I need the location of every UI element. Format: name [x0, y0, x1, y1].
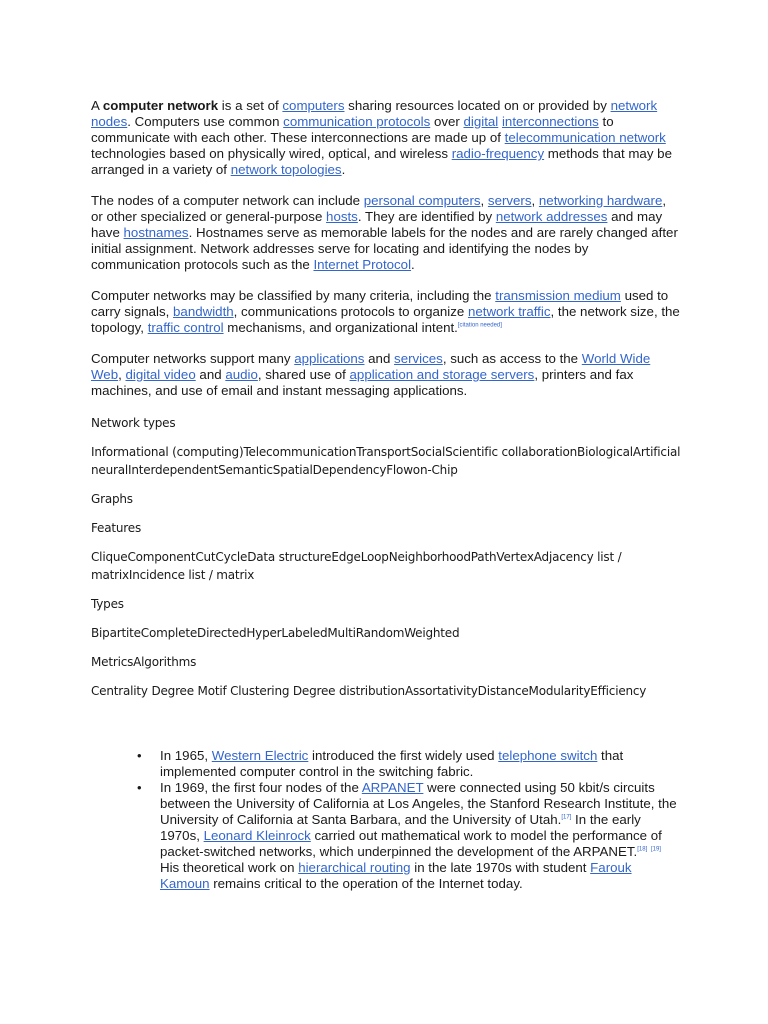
text: The nodes of a computer network can include: [91, 193, 364, 208]
text: . Computers use common: [127, 114, 284, 129]
text: over: [430, 114, 464, 129]
text: In the early 1970s,: [160, 812, 641, 843]
text: , communications protocols to organize: [233, 304, 468, 319]
text: mechanisms, and organizational intent.: [223, 320, 458, 335]
link-internet-protocol[interactable]: Internet Protocol: [313, 257, 412, 272]
link-applications[interactable]: applications: [294, 351, 365, 366]
text: ,: [118, 367, 126, 382]
text: remains critical to the operation of the Internet today.: [209, 876, 523, 891]
text: used to carry signals,: [91, 288, 669, 319]
link-telecommunication-network[interactable]: telecommunication network: [504, 130, 666, 145]
bullet-marker: •: [137, 780, 142, 795]
text: Computer networks support many: [91, 351, 295, 366]
heading-network-types: Network types: [91, 416, 176, 430]
text: .: [341, 162, 346, 177]
link-networking-hardware[interactable]: networking hardware: [538, 193, 663, 208]
link-arpanet[interactable]: ARPANET: [361, 780, 424, 795]
citation-17[interactable]: [17]: [561, 814, 572, 821]
text: Computer networks may be classified by many criteria, including the: [91, 288, 496, 303]
list-item: [91, 780, 681, 892]
paragraph-nodes: [91, 193, 681, 273]
text: . They are identified by: [357, 209, 496, 224]
text: technologies based on physically wired, optical, and wireless: [91, 146, 452, 161]
text: and: [195, 367, 226, 382]
text: carried out mathematical work to model the performance of packet-switched networks, which underpinned the development of the ARPANET.: [160, 828, 662, 859]
paragraph-classification: [91, 288, 681, 336]
link-computers[interactable]: computers: [282, 98, 345, 113]
text: ,: [531, 193, 539, 208]
link-hierarchical-routing[interactable]: hierarchical routing: [298, 860, 411, 875]
link-hostnames[interactable]: hostnames: [123, 225, 189, 240]
term-bold: computer network: [102, 98, 219, 113]
text: , shared use of: [257, 367, 350, 382]
text: is a set of: [218, 98, 283, 113]
heading-graphs: Graphs: [91, 492, 133, 506]
link-digital-video[interactable]: digital video: [125, 367, 196, 382]
link-world-wide-web[interactable]: World Wide Web: [91, 351, 651, 382]
link-network-nodes[interactable]: network nodes: [91, 98, 658, 129]
text: , or other specialized or general-purpose: [91, 193, 667, 224]
list-item: [91, 748, 681, 780]
text: sharing resources located on or provided by: [344, 98, 611, 113]
link-western-electric[interactable]: Western Electric: [211, 748, 309, 763]
link-network-traffic[interactable]: network traffic: [467, 304, 551, 319]
features-list: CliqueComponentCutCycleData structureEdgeLoopNeighborhoodPathVertexAdjacency list / matrixIncidence list / matrix: [91, 550, 622, 582]
heading-metrics-algorithms: MetricsAlgorithms: [91, 655, 197, 669]
text: to communicate with each other. These interconnections are made up of: [91, 114, 614, 145]
link-hosts[interactable]: hosts: [326, 209, 358, 224]
text: and: [364, 351, 395, 366]
text: in the late 1970s with student: [410, 860, 591, 875]
text: , printers and fax machines, and use of email and instant messaging applications.: [91, 367, 634, 398]
link-interconnections[interactable]: interconnections: [501, 114, 599, 129]
citation-needed-link[interactable]: [citation needed]: [457, 322, 502, 329]
types-list: BipartiteCompleteDirectedHyperLabeledMultiRandomWeighted: [91, 626, 460, 640]
heading-types: Types: [91, 597, 124, 611]
link-bandwidth[interactable]: bandwidth: [173, 304, 234, 319]
text: A: [91, 98, 103, 113]
text: were connected using 50 kbit/s circuits between the University of California at Los Angeles, the Stanford Research Institute, the University of California at Santa Barbara, and the University of Utah.: [160, 780, 677, 827]
text: methods that may be arranged in a variety of: [91, 146, 672, 177]
link-radio-frequency[interactable]: radio-frequency: [451, 146, 545, 161]
text: ,: [480, 193, 488, 208]
network-types-list: Informational (computing)TelecommunicationTransportSocialScientific collaborationBiologicalArtificial neuralInterdependentSemanticSpatialDependencyFlowon-Chip: [91, 445, 681, 477]
link-leonard-kleinrock[interactable]: Leonard Kleinrock: [203, 828, 311, 843]
link-transmission-medium[interactable]: transmission medium: [495, 288, 621, 303]
link-servers[interactable]: servers: [487, 193, 532, 208]
text: .: [411, 257, 415, 272]
link-audio[interactable]: audio: [225, 367, 258, 382]
link-telephone-switch[interactable]: telephone switch: [498, 748, 598, 763]
history-bullet-list: [91, 748, 681, 892]
text: In 1969, the first four nodes of the: [160, 780, 362, 795]
paragraph-intro: [91, 98, 681, 178]
text: that implemented computer control in the switching fabric.: [160, 748, 624, 779]
text: , such as access to the: [442, 351, 582, 366]
metrics-list: Centrality Degree Motif Clustering Degree distributionAssortativityDistanceModularityEfficiency: [91, 684, 647, 698]
text: and may have: [91, 209, 663, 240]
bullet-marker: •: [137, 748, 142, 763]
text: His theoretical work on: [160, 860, 299, 875]
text: , the network size, the topology,: [91, 304, 680, 335]
link-communication-protocols[interactable]: communication protocols: [283, 114, 431, 129]
link-network-addresses[interactable]: network addresses: [495, 209, 608, 224]
heading-features: Features: [91, 521, 141, 535]
citation-19[interactable]: [19]: [650, 846, 661, 853]
text: In 1965,: [160, 748, 212, 763]
link-network-topologies[interactable]: network topologies: [230, 162, 342, 177]
paragraph-applications: [91, 351, 681, 399]
text: introduced the first widely used: [308, 748, 499, 763]
link-application-storage-servers[interactable]: application and storage servers: [349, 367, 535, 382]
document-body: [91, 98, 681, 711]
link-personal-computers[interactable]: personal computers: [363, 193, 481, 208]
link-digital[interactable]: digital: [463, 114, 499, 129]
citation-18[interactable]: [18]: [637, 846, 648, 853]
text: . Hostnames serve as memorable labels for the nodes and are rarely changed after initial assignment. Network addresses serve for locating and identifying the nodes by communication protocols such as the: [91, 225, 678, 272]
link-services[interactable]: services: [394, 351, 443, 366]
link-traffic-control[interactable]: traffic control: [147, 320, 224, 335]
link-farouk-kamoun[interactable]: Farouk Kamoun: [160, 860, 632, 891]
